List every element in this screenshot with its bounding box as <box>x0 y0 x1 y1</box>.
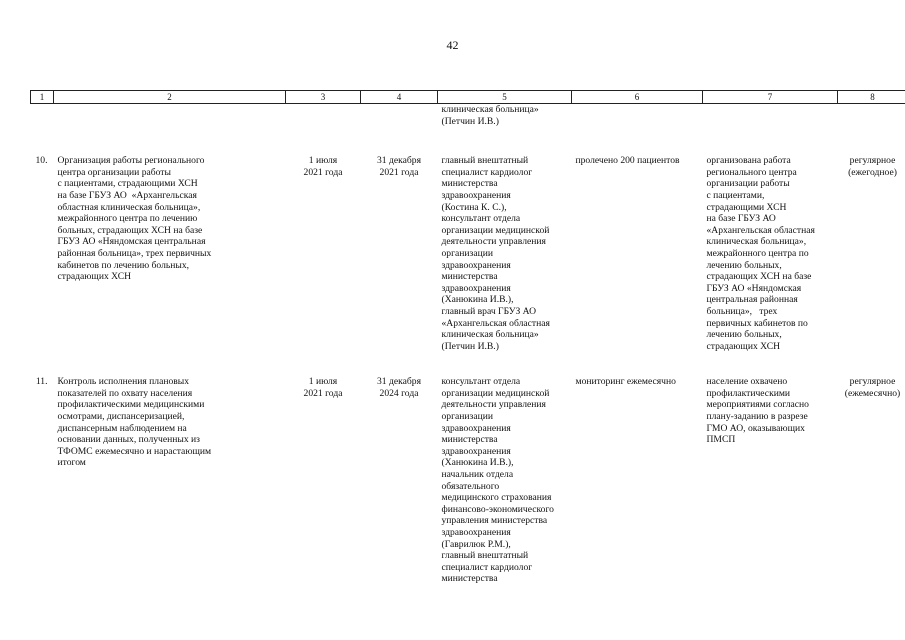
row-frequency: регулярное (ежегодное) <box>848 155 897 178</box>
column-header-5: 5 <box>438 91 572 104</box>
table-row <box>31 376 905 585</box>
row-frequency: регулярное (ежемесячно) <box>844 376 901 399</box>
row-activity: Организация работы регионального центра организации работы с пациентами, страдающими ХСН на базе ГБУЗ АО «Архангельская областная клиническая больница», межрайонного центра по лечению больных, страдающих ХСН на базе ГБУЗ АО «Няндомская центральная районная больница», трех первичных кабинетов по лечению больных, страдающих ХСН <box>57 155 212 283</box>
row-activity: Контроль исполнения плановых показателей по охвату населения профилактическими медицинскими осмотрами, диспансеризацией, диспансерным наблюдением на основании данных, полученных из ТФОМС ежемесячно и нарастающим итогом <box>57 376 212 469</box>
column-header-8: 8 <box>838 91 905 104</box>
row-result: организована работа регионального центра организации работы с пациентами, страдающими ХСН на базе ГБУЗ АО «Архангельская областная клиническая больница», межрайонного центра по лечению больных, страдающих ХСН на базе ГБУЗ АО «Няндомская центральная районная больница», трех первичных кабинетов по лечению больных, страдающих ХСН <box>706 155 815 352</box>
row-number: 10. <box>35 155 48 167</box>
row-number: 11. <box>35 376 48 388</box>
page-number: 42 <box>446 38 459 52</box>
table-row <box>31 155 905 376</box>
column-header-6: 6 <box>572 91 703 104</box>
row-indicator: пролечено 200 пациентов <box>575 155 680 167</box>
row-responsible: главный внештатный специалист кардиолог министерства здравоохранения (Костина К. С.), консультант отдела организации медицинской деятельности управления организации здравоохранения министерства здравоохранения (Ханюкина И.В.), главный врач ГБУЗ АО «Архангельская областная клиническая больница» (Петчин И.В.) <box>441 155 550 352</box>
row-end-date: 31 декабря 2021 года <box>377 155 421 178</box>
row-start-date: 1 июля 2021 года <box>303 376 343 399</box>
row-end-date: 31 декабря 2024 года <box>377 376 421 399</box>
continuation-row <box>31 104 905 156</box>
row-responsible: консультант отдела организации медицинской деятельности управления организации здравоохранения министерства здравоохранения (Ханюкина И.В.), начальник отдела обязательного медицинского страхования финансово-экономического управления министерства здравоохранения (Гаврилюк Р.М.), главный внештатный специалист кардиолог министерства <box>441 376 554 585</box>
column-header-2: 2 <box>54 91 286 104</box>
measures-table <box>30 90 905 585</box>
row-result: население охвачено профилактическими мероприятиями согласно плану-заданию в разрезе ГМО АО, оказывающих ПМСП <box>706 376 809 446</box>
column-header-1: 1 <box>31 91 54 104</box>
row-start-date: 1 июля 2021 года <box>303 155 343 178</box>
continuation-responsible: клиническая больница» (Петчин И.В.) <box>441 104 539 127</box>
column-number-header-row <box>31 91 905 104</box>
column-header-4: 4 <box>361 91 438 104</box>
row-indicator: мониторинг ежемесячно <box>575 376 676 388</box>
column-header-7: 7 <box>703 91 838 104</box>
column-header-3: 3 <box>286 91 361 104</box>
